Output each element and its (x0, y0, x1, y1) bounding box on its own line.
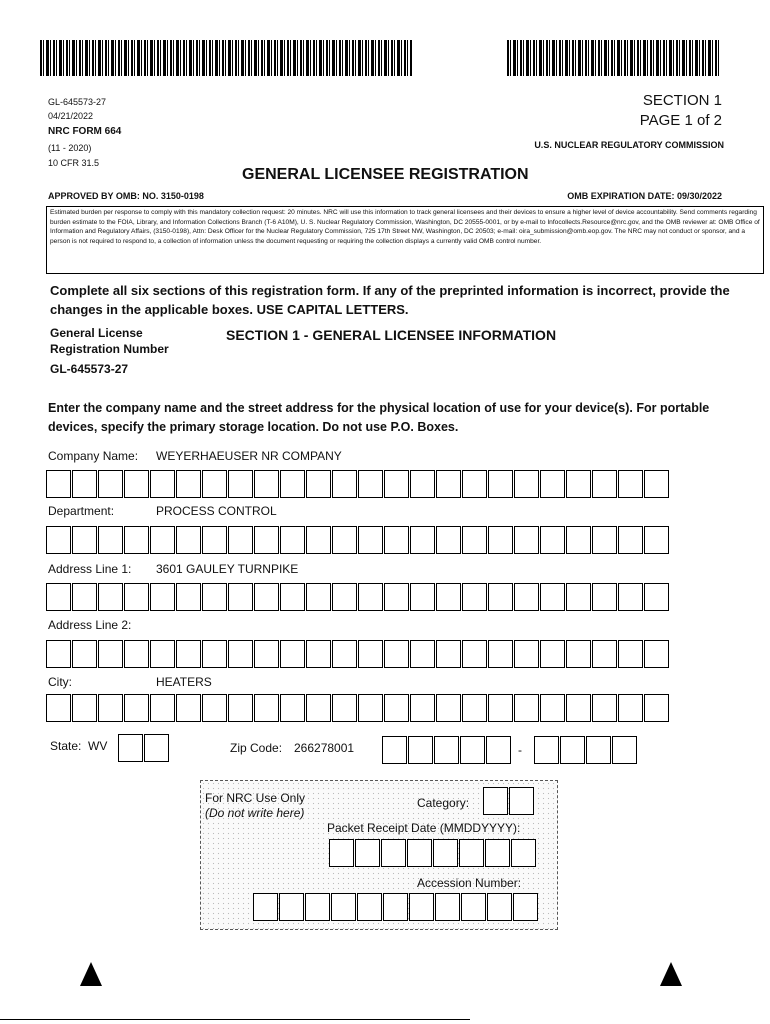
bottom-rule (0, 1019, 470, 1020)
city-label: City: (48, 675, 72, 689)
barcode-right (507, 40, 721, 76)
state-label: State: (50, 739, 82, 753)
reg-number-label-2: Registration Number (50, 342, 169, 356)
packet-date-label: Packet Receipt Date (MMDDYYYY): (327, 821, 521, 835)
address-line1-label: Address Line 1: (48, 562, 132, 576)
company-name-label: Company Name: (48, 449, 139, 463)
category-label: Category: (417, 796, 470, 810)
address-line2-input[interactable] (46, 640, 670, 668)
state-value: WV (88, 739, 108, 753)
zip-value: 266278001 (294, 741, 355, 755)
zip-dash: - (518, 743, 522, 757)
packet-date-input[interactable] (329, 839, 537, 867)
form-date: 04/21/2022 (48, 111, 94, 121)
cfr-reference: 10 CFR 31.5 (48, 158, 100, 168)
zip-input[interactable] (382, 736, 512, 764)
state-input[interactable] (118, 734, 170, 762)
agency-name: U.S. NUCLEAR REGULATORY COMMISSION (534, 140, 724, 150)
do-not-write-label: (Do not write here) (205, 806, 305, 820)
form-name: NRC FORM 664 (48, 126, 122, 137)
city-input[interactable] (46, 694, 670, 722)
city-value: HEATERS (156, 675, 212, 689)
address-line1-input[interactable] (46, 583, 670, 611)
department-label: Department: (48, 504, 115, 518)
address-instructions: Enter the company name and the street address for the physical location of use for your device(s). For portable devices, specify the primary storage location. Do not use P.O. Boxes. (48, 401, 710, 434)
form-instructions: Complete all six sections of this registration form. If any of the preprinted information is incorrect, provide the changes in the applicable boxes. USE CAPITAL LETTERS. (50, 283, 730, 317)
nrc-use-only-label: For NRC Use Only (205, 791, 306, 805)
address-line2-label: Address Line 2: (48, 618, 132, 632)
gl-number-header: GL-645573-27 (48, 97, 107, 107)
form-revision: (11 - 2020) (48, 143, 92, 153)
address-line1-value: 3601 GAULEY TURNPIKE (156, 562, 299, 576)
zip-plus4-input[interactable] (534, 736, 638, 764)
company-name-input[interactable] (46, 470, 670, 498)
department-value: PROCESS CONTROL (156, 504, 277, 518)
omb-approval: APPROVED BY OMB: NO. 3150-0198 (48, 191, 204, 201)
accession-number-input[interactable] (253, 893, 539, 921)
section-indicator: SECTION 1 (642, 92, 722, 109)
registration-mark-left (80, 962, 102, 986)
company-name-value: WEYERHAEUSER NR COMPANY (156, 449, 342, 463)
registration-mark-right (660, 962, 682, 986)
page-indicator: PAGE 1 of 2 (639, 112, 722, 129)
form-title: GENERAL LICENSEE REGISTRATION (242, 166, 529, 183)
department-input[interactable] (46, 526, 670, 554)
accession-number-label: Accession Number: (417, 876, 522, 890)
burden-statement: Estimated burden per response to comply with this mandatory collection request: 20 minutes. NRC will use this information to track general licensees and their devices to ensure a higher level of device accountability. Send comments regarding burden estimate to the FOIA, Library, and Information Collections Branch (T-6 A10M), U. S. Nuclear Regulatory Commission, Washington, DC 20555-0001, or by e-mail to Infocollects.Resource@nrc.gov, and the OMB reviewer at: OMB Office of Information and Regulatory Affairs, (3150-0198), Attn: Desk Officer for the Nuclear Regulatory Commission, 725 17th Street NW, Washington, DC 20503; e-mail: oira_submission@omb.eop.gov. The NRC may not conduct or sponsor, and a person is not required to respond to, a collection of information unless the document requesting or requiring the collection displays a currently valid OMB control number. (46, 206, 764, 274)
section-heading: SECTION 1 - GENERAL LICENSEE INFORMATION (226, 327, 557, 343)
nrc-use-only-area (200, 780, 558, 930)
reg-number-label-1: General License (50, 326, 143, 340)
reg-number-value: GL-645573-27 (50, 362, 129, 376)
zip-label: Zip Code: (230, 741, 283, 755)
category-input[interactable] (483, 787, 535, 815)
omb-expiration: OMB EXPIRATION DATE: 09/30/2022 (567, 191, 722, 201)
barcode-left (40, 40, 412, 76)
